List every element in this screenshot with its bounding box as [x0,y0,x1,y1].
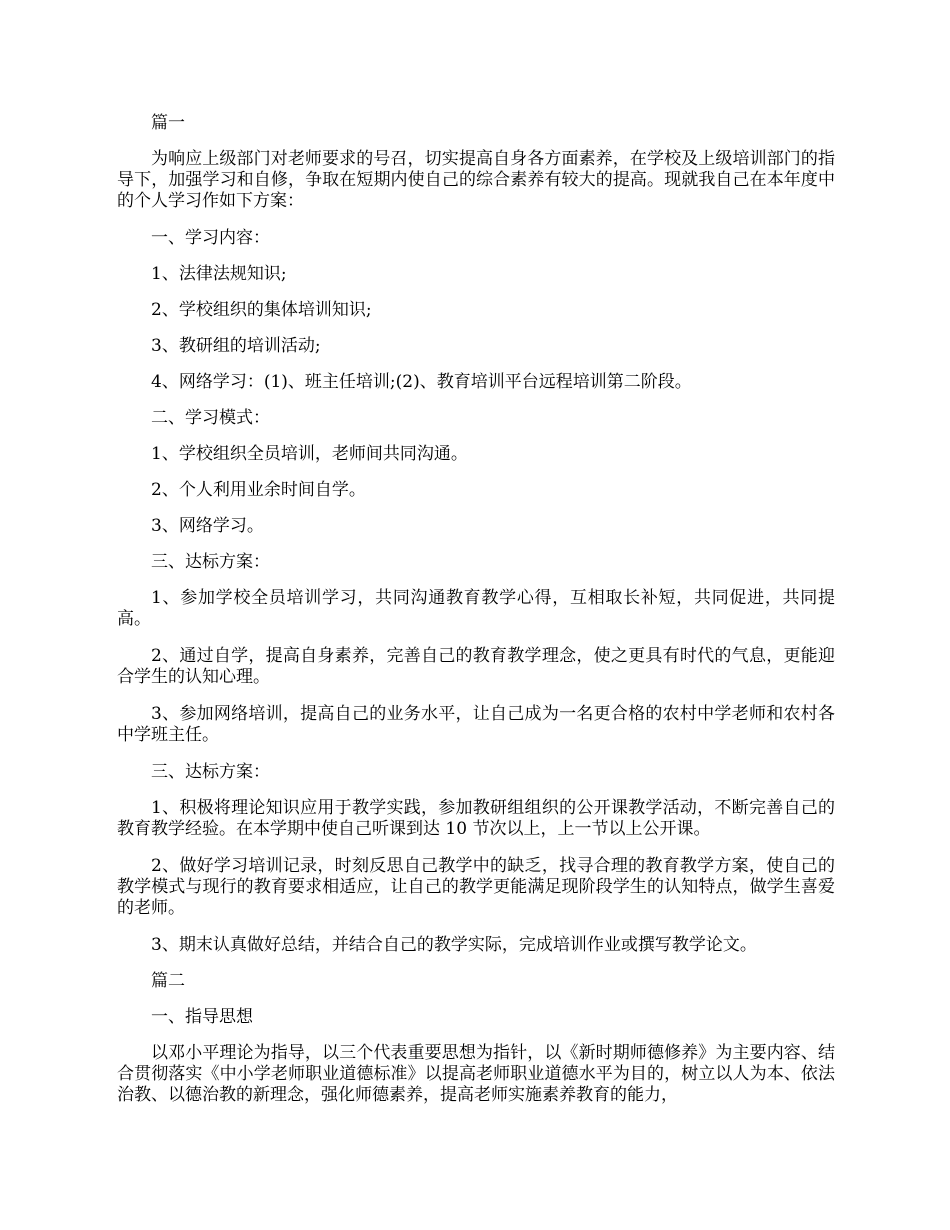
list-item: 1、学校组织全员培训，老师间共同沟通。 [151,444,468,464]
list-item: 1、法律法规知识; [151,264,287,284]
list-item: 2、做好学习培训记录，时刻反思自己教学中的缺乏，找寻合理的教育教学方案，使自己的教学模式与现行的教育要求相适应，让自己的教学更能满足现阶段学生的认知特点，做学生喜爱的老师。 [117,856,835,918]
list-item: 2、个人利用业余时间自学。 [151,480,366,500]
heading-learning-mode: 二、学习模式： [151,408,270,428]
list-item: 3、期末认真做好总结，并结合自己的教学实际，完成培训作业或撰写教学论文。 [151,935,757,955]
section-heading-part-two: 篇二 [151,971,185,991]
list-item: 2、学校组织的集体培训知识; [151,300,372,320]
guiding-thought-paragraph: 以邓小平理论为指导，以三个代表重要思想为指针，以《新时期师德修养》为主要内容、结合贯彻落实《中小学老师职业道德标准》以提高老师职业道德水平为目的，树立以人为本、依法治教、以德治教的新理念，强化师德素养，提高老师实施素养教育的能力， [117,1043,835,1105]
list-item: 1、积极将理论知识应用于教学实践，参加教研组组织的公开课教学活动，不断完善自己的教育教学经验。在本学期中使自己听课到达 10 节次以上，上一节以上公开课。 [117,798,835,839]
heading-target-plan: 三、达标方案： [151,552,270,572]
section-heading-part-one: 篇一 [151,113,185,133]
list-item: 3、网络学习。 [151,516,264,536]
list-item: 2、通过自学，提高自身素养，完善自己的教育教学理念，使之更具有时代的气息，更能迎合学生的认知心理。 [117,646,835,687]
heading-learning-content: 一、学习内容： [151,228,270,248]
list-item: 3、教研组的培训活动; [151,336,321,356]
list-item: 3、参加网络培训，提高自己的业务水平，让自己成为一名更合格的农村中学老师和农村各中学班主任。 [117,704,835,745]
list-item: 1、参加学校全员培训学习，共同沟通教育教学心得，互相取长补短，共同促进，共同提高。 [117,588,835,629]
document-body [117,113,835,1122]
list-item: 4、网络学习：(1)、班主任培训;(2)、教育培训平台远程培训第二阶段。 [151,372,692,392]
intro-paragraph: 为响应上级部门对老师要求的号召，切实提高自身各方面素养，在学校及上级培训部门的指导下，加强学习和自修，争取在短期内使自己的综合素养有较大的提高。现就我自己在本年度中的个人学习作如下方案： [117,149,835,211]
heading-guiding-thought: 一、指导思想 [151,1007,253,1027]
heading-target-plan-repeat: 三、达标方案： [151,762,270,782]
